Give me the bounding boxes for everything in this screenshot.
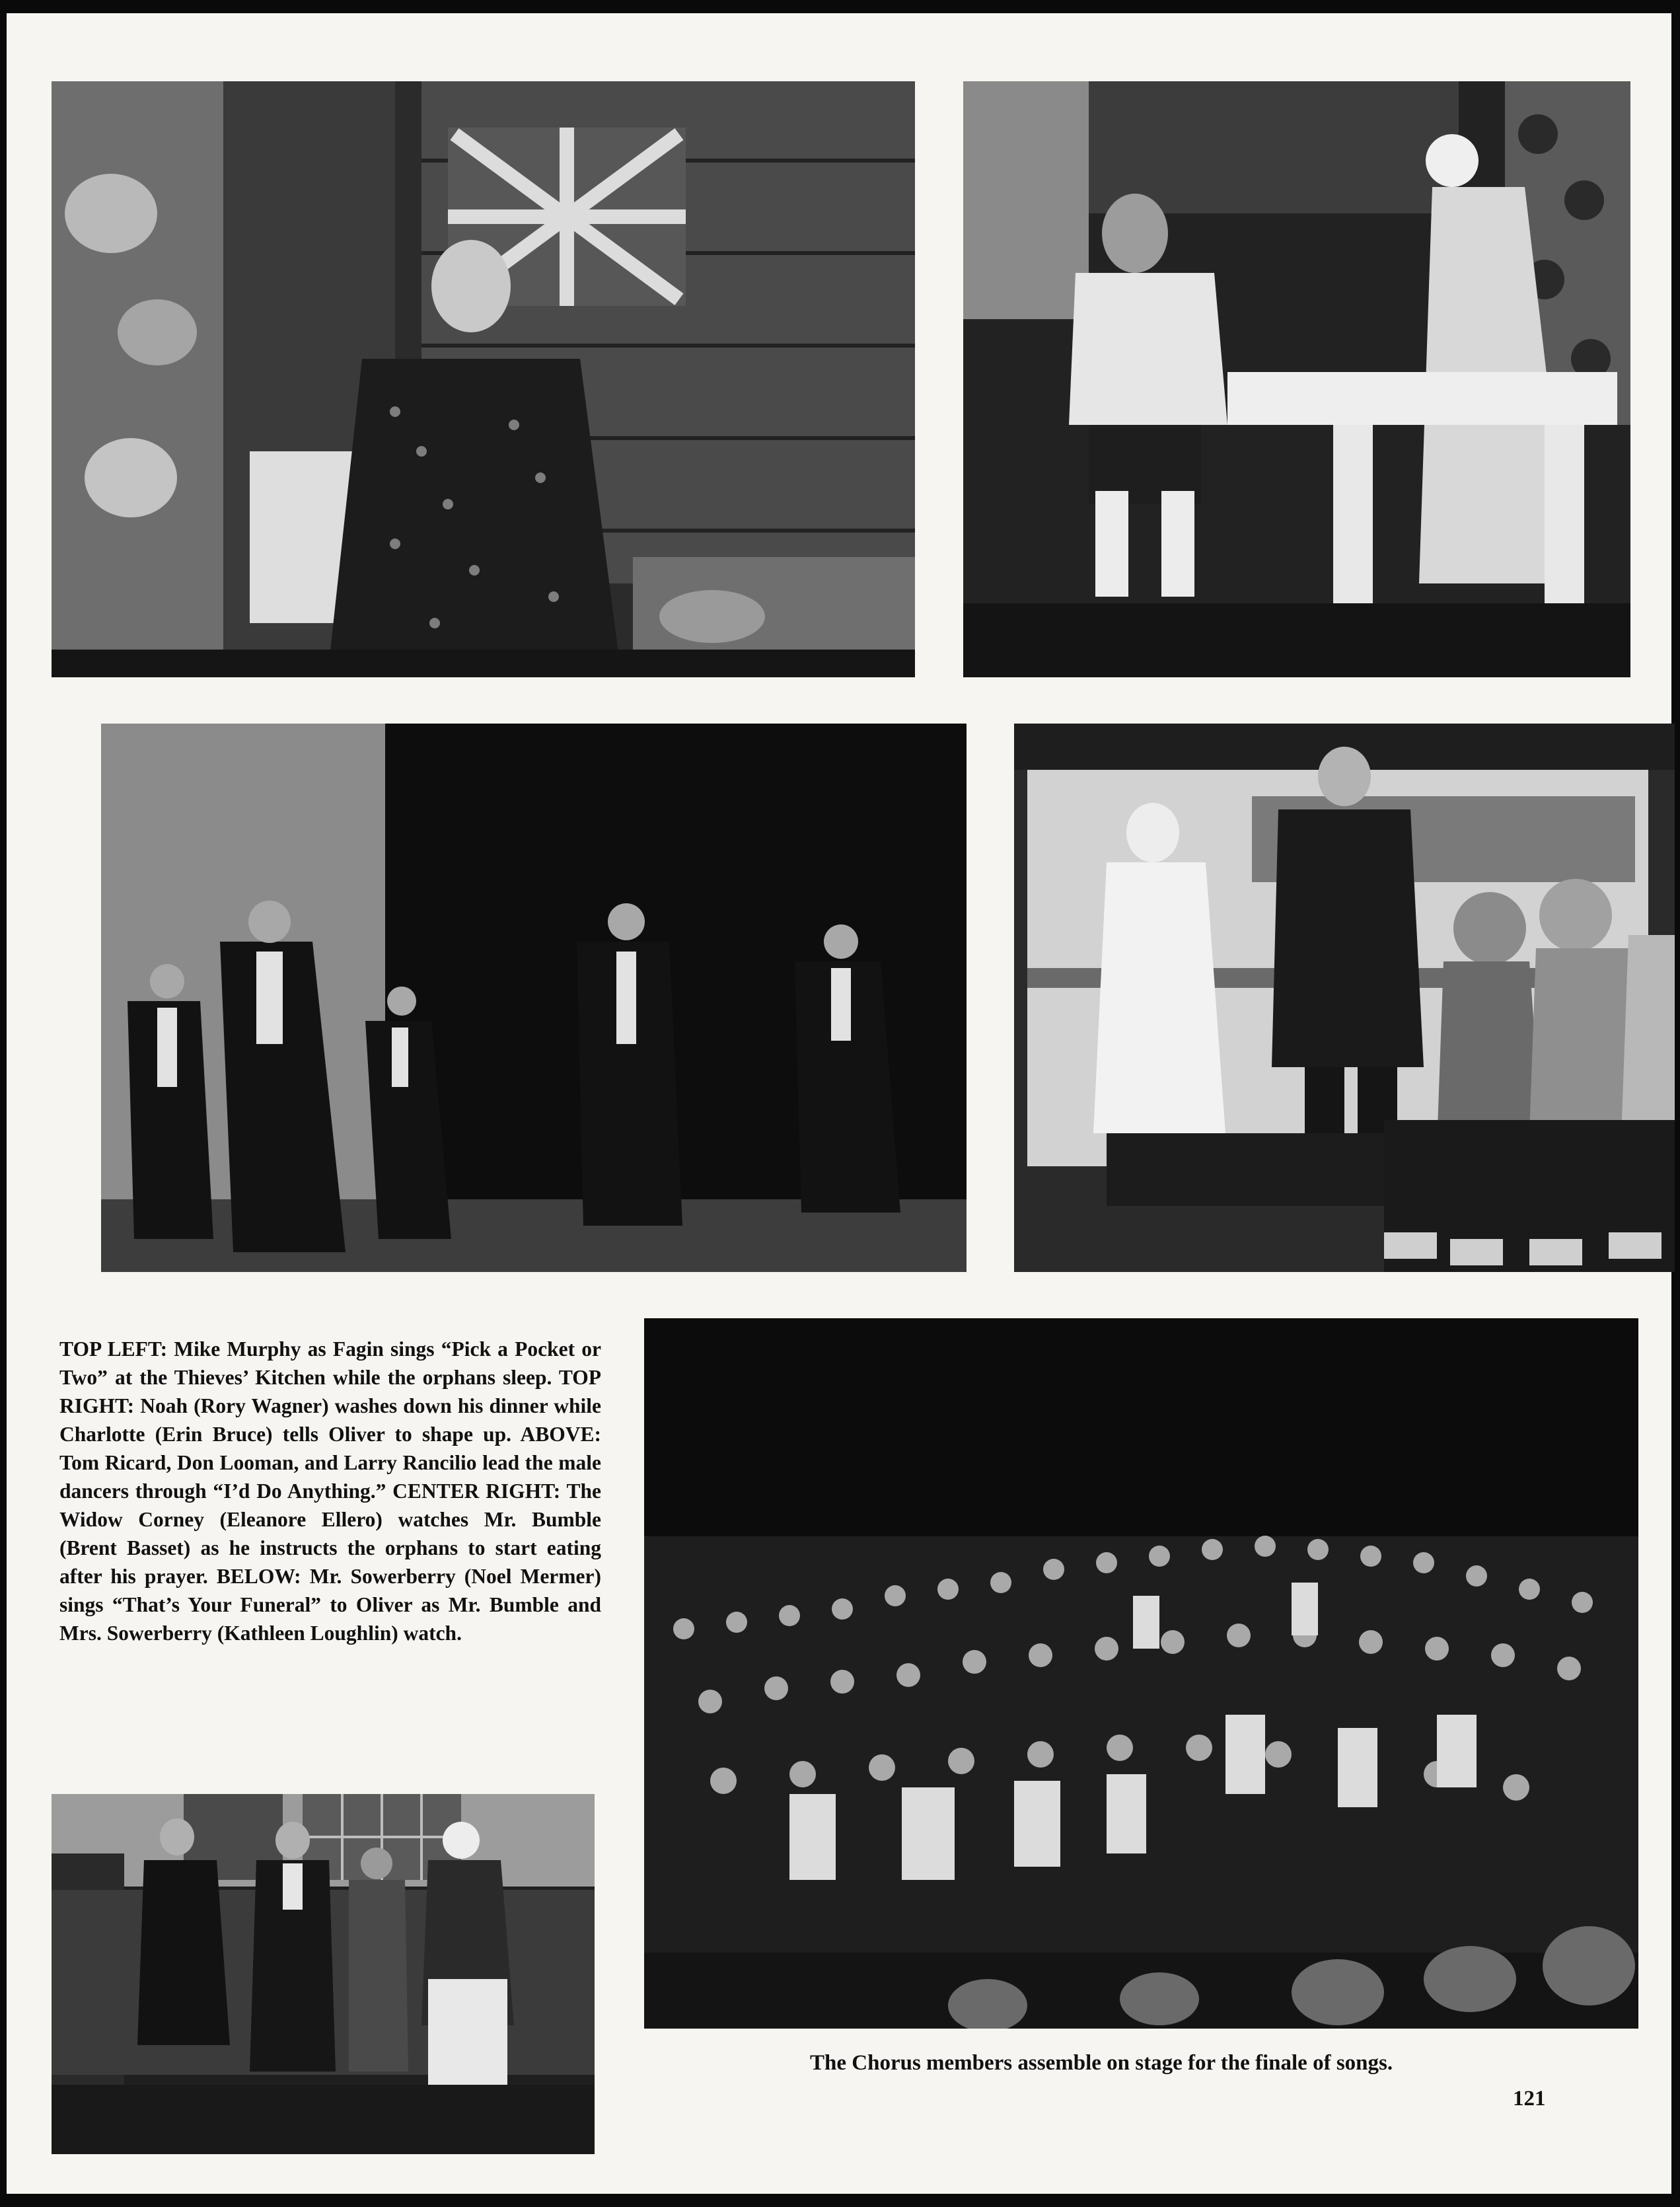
photo-dancers-image (101, 724, 967, 1272)
caption-above-text: Tom Ricard, Don Looman, and Larry Rancilio lead the male dancers through “I’d Do Anything.” (59, 1451, 601, 1503)
caption-center-right-text: The Widow Corney (Eleanore Ellero) watches Mr. Bumble (Brent Basset) as he instructs the orphans to start eating after his prayer. (59, 1479, 601, 1588)
page-number: 121 (1513, 2087, 1546, 2111)
photo-bumble-image (1014, 724, 1675, 1272)
photo-sowerberry-image (52, 1794, 595, 2154)
photo-chorus-finale (644, 1318, 1638, 2029)
caption-top-right-text: Noah (Rory Wagner) washes down his dinner while Charlotte (Erin Bruce) tells Oliver to shape up. (59, 1394, 601, 1446)
photo-noah-image (963, 81, 1630, 677)
caption-below-text: Mr. Sowerberry (Noel Mermer) sings “That’s Your Funeral” to Oliver as Mr. Bumble and Mrs. Sowerberry (Kathleen Loughlin) watch. (59, 1565, 601, 1645)
caption-above-label: ABOVE: (520, 1423, 601, 1446)
chorus-photo-caption: The Chorus members assemble on stage for the finale of songs. (810, 2051, 1393, 2075)
photo-chorus-image (644, 1318, 1638, 2029)
photo-mr-sowerberry-funeral (52, 1794, 595, 2154)
caption-top-left-label: TOP LEFT: (59, 1337, 174, 1361)
photo-male-dancers (101, 724, 967, 1272)
photo-noah-charlotte (963, 81, 1630, 677)
caption-below-label: BELOW: (216, 1565, 310, 1588)
caption-center-right-label: CENTER RIGHT: (392, 1479, 567, 1503)
photo-fagin-image (52, 81, 915, 677)
caption-top-left-text: Mike Murphy as Fagin sings “Pick a Pocket or Two” at the Thieves’ Kitchen while the orphans sleep. (59, 1337, 601, 1389)
photo-widow-corney-mr-bumble (1014, 724, 1675, 1272)
photo-captions (59, 1335, 601, 1647)
photo-fagin-thieves-kitchen (52, 81, 915, 677)
yearbook-page (7, 13, 1671, 2194)
caption-top-right-label: TOP RIGHT: (59, 1366, 601, 1417)
